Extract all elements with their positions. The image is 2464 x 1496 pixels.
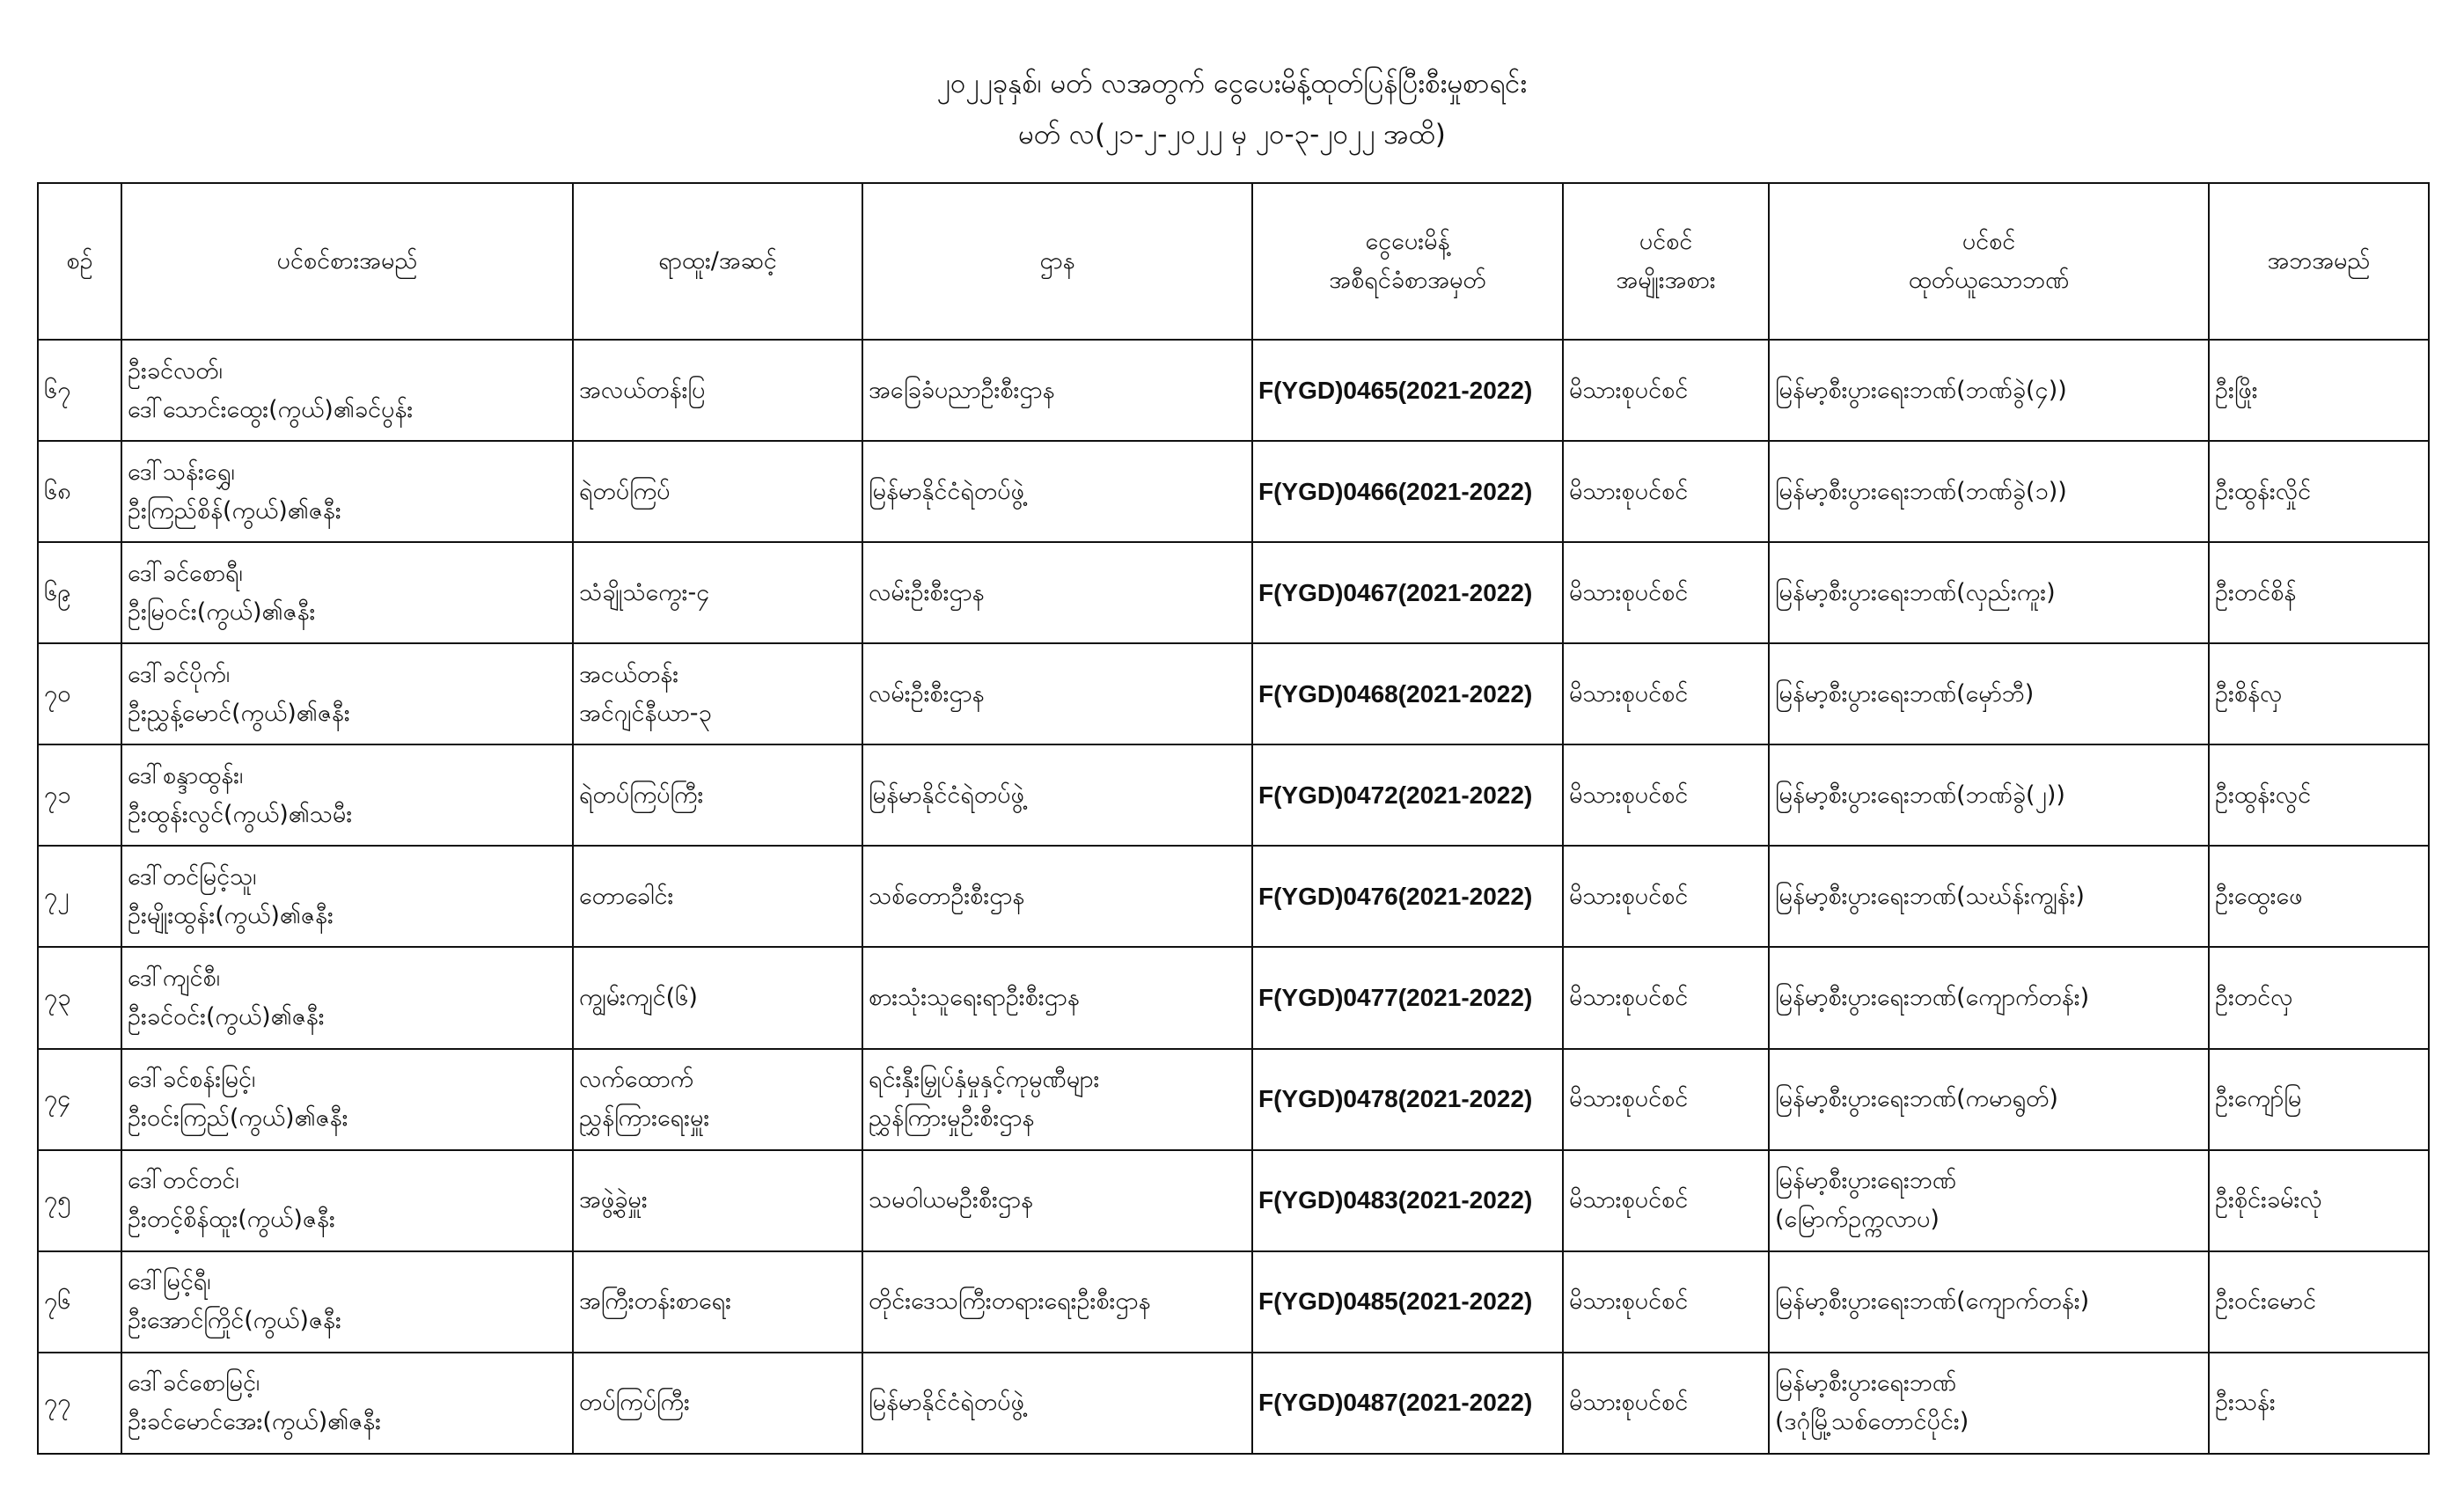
cell-no-text: ၇၆ [44,1287,71,1316]
cell-pension-type-text: မိသားစုပင်စင် [1569,882,1689,910]
cell-bank-text: မြန်မာ့စီးပွားရေးဘဏ်(ဘဏ်ခွဲ(၄)) [1775,376,2067,404]
cell-pension-type-text: မိသားစုပင်စင် [1569,477,1689,505]
cell-department [862,947,1252,1048]
cell-pensioner-name-text: ဒေါ်မြင့်ရီ၊ [128,1268,211,1296]
document-title [0,58,2464,160]
cell-no [38,1353,121,1454]
header-label: အစီရင်ခံစာအမှတ် [1329,267,1486,294]
cell-order-number [1252,340,1563,441]
header-label: ရာထူး/အဆင့် [658,247,777,275]
cell-order-number-text: F(YGD)0485(2021-2022) [1258,1287,1533,1316]
cell-department-text: သစ်တောဦးစီးဌာန [869,882,1025,910]
cell-bank-text: မြန်မာ့စီးပွားရေးဘဏ်(ကမာရွတ်) [1775,1085,2058,1113]
cell-rank-text: အကြီးတန်းစာရေး [579,1287,732,1316]
cell-father-name [2209,846,2429,947]
cell-father-name-text: ဦးကျော်မြ [2215,1085,2302,1113]
cell-bank-text: မြန်မာ့စီးပွားရေးဘဏ်(ကျောက်တန်း) [1775,1287,2090,1316]
table-body [38,340,2429,1454]
cell-pensioner-name-text: ဦးညွှန့်မောင်(ကွယ်)၏ဇနီး [128,699,350,727]
cell-pension-type-text: မိသားစုပင်စင် [1569,781,1689,809]
cell-order-number [1252,744,1563,846]
cell-bank [1769,744,2209,846]
header-label: စဉ် [66,247,93,275]
cell-pensioner-name-text: ဦးခင်မောင်အေး(ကွယ်)၏ဇနီး [128,1408,382,1436]
cell-department [862,744,1252,846]
cell-bank [1769,340,2209,441]
cell-no-text: ၇၃ [44,984,71,1011]
cell-pensioner-name [121,1150,573,1251]
cell-department-text: သမဝါယမဦးစီးဌာန [869,1186,1033,1214]
header-order-number [1252,183,1563,340]
header-label: အမျိုးအစား [1616,267,1716,294]
cell-rank-text: ညွှန်ကြားရေးမှူး [579,1104,710,1133]
cell-pensioner-name-text: ဦးကြည်စိန်(ကွယ်)၏ဇနီး [128,496,341,524]
cell-rank [573,1251,862,1353]
cell-pension-type [1563,542,1769,643]
header-pension-type [1563,183,1769,340]
cell-pensioner-name-text: ဦးမျိုးထွန်း(ကွယ်)၏ဇနီး [128,901,334,929]
cell-department-text: လမ်းဦးစီးဌာန [869,679,985,708]
cell-father-name-text: ဦးတင်လှ [2215,984,2293,1011]
title-line-2: မတ် လ(၂၁-၂-၂၀၂၂ မှ ၂၀-၃-၂၀၂၂ အထိ) [1018,119,1446,150]
cell-pension-type [1563,1251,1769,1353]
cell-no-text: ၇၀ [44,679,71,708]
cell-rank-text: အင်ဂျင်နီယာ-၃ [579,699,712,727]
cell-pension-type [1563,340,1769,441]
cell-order-number-text: F(YGD)0465(2021-2022) [1258,376,1533,404]
cell-order-number-text: F(YGD)0472(2021-2022) [1258,781,1533,809]
cell-order-number [1252,1251,1563,1353]
cell-rank [573,846,862,947]
cell-bank [1769,1049,2209,1150]
cell-no-text: ၇၇ [44,1389,71,1417]
cell-father-name-text: ဦးစိုင်းခမ်းလုံ [2215,1186,2322,1214]
cell-bank [1769,542,2209,643]
header-label: ငွေပေးမိန့် [1365,228,1450,255]
cell-no [38,340,121,441]
cell-pension-type [1563,441,1769,542]
cell-pensioner-name [121,643,573,744]
cell-pension-type [1563,1353,1769,1454]
cell-department-text: စားသုံးသူရေးရာဦးစီးဌာန [869,984,1080,1011]
cell-order-number [1252,1049,1563,1150]
header-department [862,183,1252,340]
cell-order-number-text: F(YGD)0487(2021-2022) [1258,1389,1533,1417]
cell-no-text: ၆၈ [44,477,71,505]
cell-department [862,1251,1252,1353]
cell-no-text: ၇၅ [44,1186,71,1214]
cell-father-name-text: ဦးဖြိုး [2215,376,2258,404]
cell-department-text: မြန်မာနိုင်ငံရဲတပ်ဖွဲ့ [869,1389,1024,1417]
cell-rank-text: ကျွမ်းကျင်(၆) [579,984,698,1011]
cell-bank [1769,1150,2209,1251]
cell-bank [1769,846,2209,947]
cell-no [38,542,121,643]
cell-rank [573,1049,862,1150]
cell-bank [1769,1353,2209,1454]
cell-father-name [2209,744,2429,846]
table-row [38,1150,2429,1251]
cell-no-text: ၆၉ [44,578,71,606]
cell-no [38,1049,121,1150]
cell-bank-text: မြန်မာ့စီးပွားရေးဘဏ်(ဘဏ်ခွဲ(၁)) [1775,477,2067,505]
cell-pensioner-name-text: ဦးခင်ဝင်း(ကွယ်)၏ဇနီး [128,1003,325,1030]
cell-no [38,744,121,846]
cell-order-number-text: F(YGD)0466(2021-2022) [1258,477,1533,505]
cell-pensioner-name [121,947,573,1048]
cell-department [862,1353,1252,1454]
cell-father-name-text: ဦးထွန်းလွင် [2215,781,2312,809]
cell-department-text: လမ်းဦးစီးဌာန [869,578,985,606]
cell-order-number [1252,846,1563,947]
table-row [38,947,2429,1048]
cell-department [862,643,1252,744]
table-row [38,744,2429,846]
cell-department-text: အခြေခံပညာဦးစီးဌာန [869,376,1055,404]
cell-father-name-text: ဦးထွေးဖေ [2215,882,2303,910]
cell-pensioner-name-text: ဒေါ်စန္ဒာထွန်း၊ [128,761,244,789]
cell-department-text: ညွှန်ကြားမှုဦးစီးဌာန [869,1104,1035,1133]
table-row [38,441,2429,542]
cell-pensioner-name-text: ဦးဝင်းကြည်(ကွယ်)၏ဇနီး [128,1104,348,1133]
cell-no-text: ၇၁ [44,781,71,809]
table-row [38,846,2429,947]
cell-department [862,340,1252,441]
cell-order-number [1252,441,1563,542]
cell-father-name [2209,1251,2429,1353]
cell-no [38,846,121,947]
cell-rank [573,441,862,542]
cell-bank-text: မြန်မာ့စီးပွားရေးဘဏ် [1775,1369,1957,1397]
cell-pensioner-name [121,542,573,643]
cell-no-text: ၇၂ [44,882,70,910]
cell-pensioner-name-text: ဒေါ်ခင်စောရီ၊ [128,559,243,587]
cell-rank [573,947,862,1048]
title-line-1: ၂၀၂၂ခုနှစ်၊ မတ် လအတွက် ငွေပေးမိန့်ထုတ်ပြန်ပြီးစီးမှုစာရင်း [936,68,1528,99]
table-row [38,643,2429,744]
cell-pension-type [1563,643,1769,744]
cell-no [38,1150,121,1251]
cell-bank-text: မြန်မာ့စီးပွားရေးဘဏ်(ဘဏ်ခွဲ(၂)) [1775,781,2065,809]
cell-department-text: မြန်မာနိုင်ငံရဲတပ်ဖွဲ့ [869,477,1024,505]
cell-bank-text: မြန်မာ့စီးပွားရေးဘဏ်(လှည်းကူး) [1775,578,2056,606]
pension-table [37,182,2430,1455]
cell-pensioner-name-text: ဒေါ်ခင်စောမြင့်၊ [128,1369,260,1397]
cell-pensioner-name [121,340,573,441]
table-row [38,1353,2429,1454]
cell-department-text: ရင်းနှီးမြှုပ်နှံမှုနှင့်ကုမ္ပဏီများ [869,1066,1100,1094]
cell-pensioner-name [121,846,573,947]
header-bank [1769,183,2209,340]
cell-department [862,542,1252,643]
cell-bank [1769,1251,2209,1353]
cell-pension-type [1563,744,1769,846]
cell-rank-text: အငယ်တန်း [579,660,679,688]
header-father-name [2209,183,2429,340]
cell-rank [573,643,862,744]
header-label: ဌာန [1039,247,1075,275]
cell-order-number-text: F(YGD)0478(2021-2022) [1258,1085,1533,1113]
cell-department-text: မြန်မာနိုင်ငံရဲတပ်ဖွဲ့ [869,781,1024,809]
cell-father-name [2209,643,2429,744]
cell-father-name [2209,1353,2429,1454]
cell-pension-type-text: မိသားစုပင်စင် [1569,679,1689,708]
cell-order-number [1252,542,1563,643]
cell-father-name [2209,340,2429,441]
cell-department [862,441,1252,542]
header-label: ပင်စင် [1962,228,2016,255]
cell-rank [573,1353,862,1454]
table-row [38,542,2429,643]
cell-rank [573,744,862,846]
header-row [38,183,2429,340]
cell-pension-type [1563,947,1769,1048]
cell-pension-type [1563,1049,1769,1150]
cell-department-text: တိုင်းဒေသကြီးတရားရေးဦးစီးဌာန [869,1287,1151,1316]
header-no [38,183,121,340]
cell-pension-type-text: မိသားစုပင်စင် [1569,1186,1689,1214]
cell-pension-type-text: မိသားစုပင်စင် [1569,1085,1689,1113]
cell-bank-text: မြန်မာ့စီးပွားရေးဘဏ်(ကျောက်တန်း) [1775,984,2090,1011]
cell-pensioner-name-text: ဦးခင်လတ်၊ [128,356,223,385]
table-row [38,1251,2429,1353]
cell-pensioner-name [121,1049,573,1150]
cell-rank [573,340,862,441]
cell-bank [1769,441,2209,542]
cell-father-name-text: ဦးထွန်းလှိုင် [2215,477,2312,505]
cell-order-number-text: F(YGD)0483(2021-2022) [1258,1186,1533,1214]
cell-father-name [2209,441,2429,542]
cell-no [38,441,121,542]
cell-department [862,846,1252,947]
cell-pensioner-name-text: ဦးမြဝင်း(ကွယ်)၏ဇနီး [128,598,316,626]
cell-pension-type-text: မိသားစုပင်စင် [1569,1389,1689,1417]
cell-father-name [2209,1049,2429,1150]
cell-rank-text: တောခေါင်း [579,882,674,910]
cell-father-name [2209,947,2429,1048]
cell-rank [573,542,862,643]
header-label: ပင်စင် [1639,228,1693,255]
cell-rank-text: သံချိုသံကွေး-၄ [579,578,710,606]
cell-no-text: ၆၇ [44,376,71,404]
cell-pensioner-name-text: ဦးထွန်းလွင်(ကွယ်)၏သမီး [128,800,353,828]
cell-pension-type-text: မိသားစုပင်စင် [1569,1287,1689,1316]
header-pensioner-name [121,183,573,340]
cell-pension-type-text: မိသားစုပင်စင် [1569,376,1689,404]
cell-rank-text: လက်ထောက် [579,1066,694,1094]
table-row [38,1049,2429,1150]
cell-no [38,643,121,744]
cell-order-number-text: F(YGD)0468(2021-2022) [1258,679,1533,708]
cell-order-number-text: F(YGD)0467(2021-2022) [1258,578,1533,606]
cell-pension-type [1563,846,1769,947]
cell-rank [573,1150,862,1251]
cell-father-name-text: ဦးစိန်လှ [2215,679,2283,708]
cell-order-number-text: F(YGD)0476(2021-2022) [1258,882,1533,910]
cell-pensioner-name [121,441,573,542]
cell-order-number [1252,643,1563,744]
cell-bank-text: မြန်မာ့စီးပွားရေးဘဏ် [1775,1167,1957,1195]
cell-pensioner-name-text: ဒေါ်သောင်းထွေး(ကွယ်)၏ခင်ပွန်း [128,395,414,423]
cell-order-number [1252,1353,1563,1454]
cell-bank-text: (ဒဂုံမြို့သစ်တောင်ပိုင်း) [1775,1408,1969,1436]
cell-rank-text: အလယ်တန်းပြ [579,376,706,404]
cell-pensioner-name [121,744,573,846]
cell-pension-type [1563,1150,1769,1251]
cell-pensioner-name-text: ဒေါ်ခင်စန်းမြင့်၊ [128,1066,256,1094]
cell-bank [1769,643,2209,744]
cell-bank [1769,947,2209,1048]
cell-order-number [1252,947,1563,1048]
cell-rank-text: တပ်ကြပ်ကြီး [579,1389,690,1417]
cell-order-number-text: F(YGD)0477(2021-2022) [1258,984,1533,1011]
cell-father-name-text: ဦးသန်း [2215,1389,2276,1417]
cell-pensioner-name-text: ဦးတင့်စိန်ထူး(ကွယ်)ဇနီး [128,1206,335,1234]
cell-pensioner-name-text: ဒေါ်တင်မြင့်သူ၊ [128,862,257,891]
header-rank [573,183,862,340]
header-label: ထုတ်ယူသောဘဏ် [1908,267,2070,294]
header-label: ပင်စင်စားအမည် [276,247,418,275]
cell-pension-type-text: မိသားစုပင်စင် [1569,578,1689,606]
cell-no [38,947,121,1048]
cell-bank-text: (မြောက်ဥက္ကလာပ) [1775,1206,1940,1234]
cell-pensioner-name-text: ဦးအောင်ကြိုင်(ကွယ်)ဇနီး [128,1307,341,1335]
cell-father-name [2209,1150,2429,1251]
cell-pensioner-name-text: ဒေါ်သန်းရွှေ၊ [128,458,235,486]
cell-no [38,1251,121,1353]
cell-pensioner-name [121,1353,573,1454]
cell-pension-type-text: မိသားစုပင်စင် [1569,984,1689,1011]
cell-bank-text: မြန်မာ့စီးပွားရေးဘဏ်(မှော်ဘီ) [1775,679,2035,708]
cell-order-number [1252,1150,1563,1251]
cell-rank-text: အဖွဲ့ခွဲမှူး [579,1186,648,1214]
cell-rank-text: ရဲတပ်ကြပ် [579,477,671,505]
cell-department [862,1150,1252,1251]
cell-pensioner-name-text: ဒေါ်တင်တင်၊ [128,1167,239,1195]
cell-department [862,1049,1252,1150]
cell-father-name [2209,542,2429,643]
cell-rank-text: ရဲတပ်ကြပ်ကြီး [579,781,704,809]
table-row [38,340,2429,441]
cell-father-name-text: ဦးတင်စိန် [2215,578,2297,606]
cell-pensioner-name-text: ဒေါ်ခင်ပိုက်၊ [128,660,231,688]
cell-bank-text: မြန်မာ့စီးပွားရေးဘဏ်(သဃ်န်းကျွန်း) [1775,882,2085,910]
cell-pensioner-name-text: ဒေါ်ကျင်စီ၊ [128,964,220,992]
header-label: အဘအမည် [2267,247,2371,275]
cell-father-name-text: ဦးဝင်းမောင် [2215,1287,2316,1316]
cell-no-text: ၇၄ [44,1085,71,1113]
cell-pensioner-name [121,1251,573,1353]
